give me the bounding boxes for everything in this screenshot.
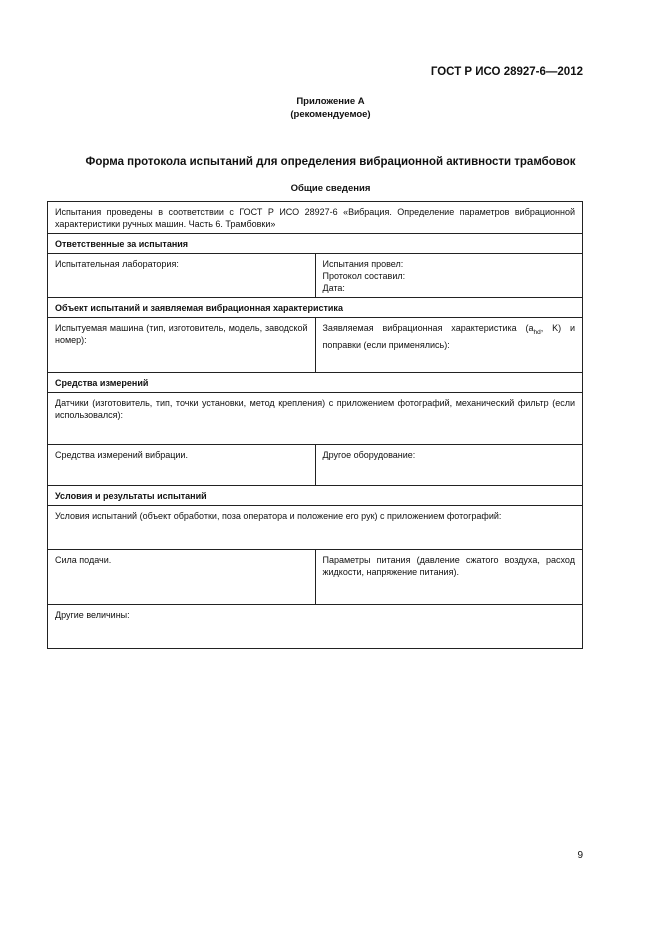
section-instruments-heading-row bbox=[48, 373, 583, 393]
appendix-title: Приложение А bbox=[296, 96, 365, 107]
vib-instruments-label: Средства измерений вибрации. bbox=[48, 445, 316, 486]
conditions-row bbox=[48, 506, 583, 550]
intro-text: Испытания проведены в соответствии с ГОСТ Р ИСО 28927-6 «Вибрация. Определение параметров вибрационной характеристики ручных машин. Часть 6. Трамбовки» bbox=[48, 202, 583, 234]
tested-by-label: Испытания провел: bbox=[322, 259, 404, 269]
section-object-row bbox=[48, 318, 583, 373]
section-responsible-heading-row bbox=[48, 234, 583, 254]
section-instruments-heading: Средства измерений bbox=[48, 373, 583, 393]
other-values-row bbox=[48, 605, 583, 649]
other-equipment-label: Другое оборудование: bbox=[315, 445, 583, 486]
declared-prefix: Заявляемая вибрационная характеристика (a bbox=[322, 323, 534, 333]
protocol-form-table bbox=[47, 201, 583, 649]
other-values-label: Другие величины: bbox=[48, 605, 583, 649]
section-object-heading-row bbox=[48, 298, 583, 318]
declared-value-cell bbox=[315, 318, 583, 373]
page-number: 9 bbox=[577, 850, 583, 861]
feed-power-row bbox=[48, 550, 583, 605]
section-object-heading: Объект испытаний и заявляемая вибрационная характеристика bbox=[48, 298, 583, 318]
conditions-label: Условия испытаний (объект обработки, поза оператора и положение его рук) с приложением фотографий: bbox=[48, 506, 583, 550]
lab-label: Испытательная лаборатория: bbox=[55, 259, 179, 269]
section-responsible-row bbox=[48, 254, 583, 298]
section-conditions-heading: Условия и результаты испытаний bbox=[48, 486, 583, 506]
section-conditions-heading-row bbox=[48, 486, 583, 506]
document-code: ГОСТ Р ИСО 28927-6—2012 bbox=[430, 66, 583, 78]
machine-cell bbox=[48, 318, 316, 373]
feed-force-label: Сила подачи. bbox=[48, 550, 316, 605]
machine-label: Испытуемая машина (тип, изготовитель, модель, заводской номер): bbox=[55, 323, 308, 345]
appendix-note: (рекомендуемое) bbox=[290, 109, 371, 120]
declared-subscript: hd bbox=[533, 328, 541, 336]
section-responsible-heading: Ответственные за испытания bbox=[48, 234, 583, 254]
power-params-label: Параметры питания (давление сжатого воздуха, расход жидкости, напряжение питания). bbox=[315, 550, 583, 605]
intro-row bbox=[48, 202, 583, 234]
form-subtitle: Общие сведения bbox=[290, 183, 371, 194]
sensors-row bbox=[48, 393, 583, 445]
responsible-persons-cell bbox=[315, 254, 583, 298]
declared-suffix: , K) и поправки (если применялись): bbox=[322, 323, 576, 350]
sensors-label: Датчики (изготовитель, тип, точки установки, метод крепления) с приложением фотографий, механический фильтр (если использовался): bbox=[48, 393, 583, 445]
report-by-label: Протокол составил: bbox=[322, 271, 406, 281]
form-title: Форма протокола испытаний для определения вибрационной активности трамбовок bbox=[85, 156, 576, 168]
lab-cell bbox=[48, 254, 316, 298]
date-label: Дата: bbox=[322, 283, 345, 293]
instruments-row bbox=[48, 445, 583, 486]
